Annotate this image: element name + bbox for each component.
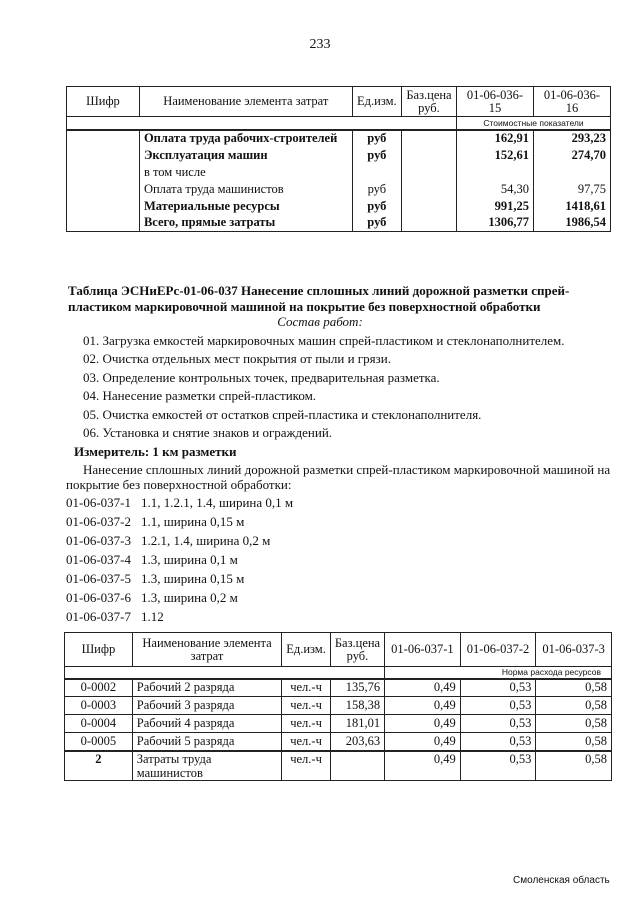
code-cell — [67, 198, 140, 215]
code-cell — [67, 130, 140, 147]
value-cell: 293,23 — [533, 130, 610, 147]
price-cell: 158,38 — [330, 697, 384, 715]
value-cell: 0,53 — [460, 715, 536, 733]
table-row — [67, 147, 611, 164]
name-cell: Оплата труда рабочих-строителей — [139, 130, 352, 147]
code-cell — [67, 164, 140, 181]
name-cell: Рабочий 2 разряда — [132, 679, 281, 697]
value-cell: 0,58 — [536, 697, 612, 715]
unit-cell: руб — [352, 198, 401, 215]
name-cell: Затраты труда машинистов — [132, 751, 281, 781]
name-cell: Материальные ресурсы — [139, 198, 352, 215]
value-cell: 0,58 — [536, 733, 612, 751]
col-value-1: 01-06-037-1 — [385, 633, 461, 667]
value-cell: 0,58 — [536, 679, 612, 697]
price-cell: 135,76 — [330, 679, 384, 697]
col-price: Баз.цена руб. — [330, 633, 384, 667]
code-description: 1.12 — [141, 609, 164, 624]
cost-table — [66, 86, 611, 232]
value-cell: 0,53 — [460, 679, 536, 697]
table-row — [67, 130, 611, 147]
price-cell — [401, 147, 456, 164]
name-cell: Рабочий 5 разряда — [132, 733, 281, 751]
table-row — [65, 733, 612, 751]
unit-cell: руб — [352, 130, 401, 147]
unit-cell: чел.-ч — [282, 715, 331, 733]
col-unit: Ед.изм. — [282, 633, 331, 667]
table-subheader: Норма расхода ресурсов — [385, 667, 612, 679]
col-code: Шифр — [65, 633, 133, 667]
table-row — [67, 164, 611, 181]
value-cell: 152,61 — [456, 147, 533, 164]
value-cell: 0,53 — [460, 697, 536, 715]
code-cell: 0-0003 — [65, 697, 133, 715]
work-item: 02. Очистка отдельных мест покрытия от пыли и грязи. — [83, 351, 391, 366]
value-cell: 1418,61 — [533, 198, 610, 215]
unit-cell: чел.-ч — [282, 751, 331, 781]
value-cell: 0,49 — [385, 715, 461, 733]
name-cell: в том числе — [139, 164, 352, 181]
name-cell: Оплата труда машинистов — [139, 181, 352, 198]
value-cell: 162,91 — [456, 130, 533, 147]
unit-cell: руб — [352, 215, 401, 232]
name-cell: Рабочий 4 разряда — [132, 715, 281, 733]
name-cell: Всего, прямые затраты — [139, 215, 352, 232]
table-title-line-2: пластиком маркировочной машиной на покрытие без поверхностной обработки — [68, 299, 541, 314]
value-cell: 0,58 — [536, 751, 612, 781]
col-unit: Ед.изм. — [352, 87, 401, 117]
table-subheader: Стоимостные показатели — [456, 117, 610, 130]
code-description: 1.1, 1.2.1, 1.4, ширина 0,1 м — [141, 495, 294, 510]
col-price: Баз.цена руб. — [401, 87, 456, 117]
value-cell: 97,75 — [533, 181, 610, 198]
price-cell — [401, 130, 456, 147]
code-id: 01-06-037-1 — [66, 495, 131, 510]
col-name: Наименование элемента затрат — [132, 633, 281, 667]
price-cell: 181,01 — [330, 715, 384, 733]
name-cell: Эксплуатация машин — [139, 147, 352, 164]
table-row — [67, 215, 611, 232]
table-row — [65, 697, 612, 715]
value-cell: 0,49 — [385, 697, 461, 715]
price-cell — [401, 198, 456, 215]
table-row — [67, 198, 611, 215]
col-value-1: 01-06-036-15 — [456, 87, 533, 117]
unit-cell: чел.-ч — [282, 679, 331, 697]
code-cell: 0-0004 — [65, 715, 133, 733]
description-line-2: покрытие без поверхностной обработки: — [66, 477, 292, 492]
price-cell — [401, 215, 456, 232]
value-cell — [456, 164, 533, 181]
price-cell — [330, 751, 384, 781]
col-value-3: 01-06-037-3 — [536, 633, 612, 667]
code-id: 01-06-037-2 — [66, 514, 131, 529]
value-cell: 54,30 — [456, 181, 533, 198]
value-cell: 0,49 — [385, 679, 461, 697]
code-description: 1.3, ширина 0,15 м — [141, 571, 245, 586]
code-cell — [67, 147, 140, 164]
price-cell — [401, 181, 456, 198]
code-id: 01-06-037-6 — [66, 590, 131, 605]
code-cell: 0-0002 — [65, 679, 133, 697]
composition-heading: Состав работ: — [277, 314, 363, 329]
col-name: Наименование элемента затрат — [139, 87, 352, 117]
table-row — [65, 751, 612, 781]
unit-cell: чел.-ч — [282, 697, 331, 715]
work-item: 01. Загрузка емкостей маркировочных машин спрей-пластиком и стеклонаполнителем. — [83, 333, 565, 348]
code-id: 01-06-037-4 — [66, 552, 131, 567]
code-description: 1.2.1, 1.4, ширина 0,2 м — [141, 533, 271, 548]
price-cell: 203,63 — [330, 733, 384, 751]
code-description: 1.1, ширина 0,15 м — [141, 514, 245, 529]
code-id: 01-06-037-7 — [66, 609, 131, 624]
col-value-2: 01-06-037-2 — [460, 633, 536, 667]
value-cell: 0,53 — [460, 733, 536, 751]
value-cell: 0,58 — [536, 715, 612, 733]
code-cell: 2 — [65, 751, 133, 781]
value-cell — [533, 164, 610, 181]
value-cell: 0,53 — [460, 751, 536, 781]
unit-cell — [352, 164, 401, 181]
value-cell: 1306,77 — [456, 215, 533, 232]
price-cell — [401, 164, 456, 181]
value-cell: 274,70 — [533, 147, 610, 164]
description-line-1: Нанесение сплошных линий дорожной разметки спрей-пластиком маркировочной машиной на — [83, 462, 611, 477]
name-cell: Рабочий 3 разряда — [132, 697, 281, 715]
table-row — [65, 679, 612, 697]
unit-cell: чел.-ч — [282, 733, 331, 751]
meter-label: Измеритель: 1 км разметки — [74, 444, 237, 459]
code-id: 01-06-037-3 — [66, 533, 131, 548]
code-cell: 0-0005 — [65, 733, 133, 751]
footer-region: Смоленская область — [513, 875, 610, 886]
unit-cell: руб — [352, 147, 401, 164]
code-description: 1.3, ширина 0,1 м — [141, 552, 238, 567]
work-item: 04. Нанесение разметки спрей-пластиком. — [83, 388, 317, 403]
value-cell: 0,49 — [385, 733, 461, 751]
work-item: 03. Определение контрольных точек, предварительная разметка. — [83, 370, 440, 385]
value-cell: 991,25 — [456, 198, 533, 215]
resource-table — [64, 632, 612, 781]
col-value-2: 01-06-036-16 — [533, 87, 610, 117]
code-cell — [67, 181, 140, 198]
value-cell: 1986,54 — [533, 215, 610, 232]
table-row — [65, 715, 612, 733]
page-number: 233 — [309, 37, 331, 52]
code-id: 01-06-037-5 — [66, 571, 131, 586]
work-item: 05. Очистка емкостей от остатков спрей-пластика и стеклонаполнителя. — [83, 407, 482, 422]
table-row — [67, 181, 611, 198]
unit-cell: руб — [352, 181, 401, 198]
code-description: 1.3, ширина 0,2 м — [141, 590, 238, 605]
table-title-line-1: Таблица ЭСНиЕРс-01-06-037 Нанесение сплошных линий дорожной разметки спрей- — [68, 283, 570, 298]
work-item: 06. Установка и снятие знаков и ограждений. — [83, 425, 333, 440]
code-cell — [67, 215, 140, 232]
col-code: Шифр — [67, 87, 140, 117]
value-cell: 0,49 — [385, 751, 461, 781]
